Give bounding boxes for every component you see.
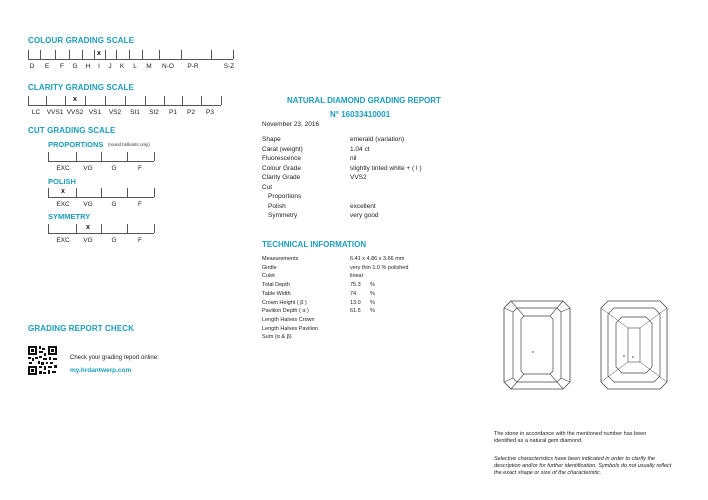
clarity-tick bbox=[46, 96, 47, 105]
clarity-tick bbox=[85, 96, 86, 105]
tech-row-label: Length Halves Crown bbox=[262, 316, 315, 323]
symmetry-tick bbox=[48, 224, 49, 233]
symmetry-tick bbox=[76, 224, 77, 233]
colour-tick bbox=[28, 50, 29, 59]
clarity-tick bbox=[105, 96, 106, 105]
proportions-grade-label: F bbox=[138, 165, 142, 172]
proportions-tick bbox=[76, 152, 77, 161]
field-clarity-label: Clarity Grade bbox=[262, 174, 301, 181]
grading-report-check-title: GRADING REPORT CHECK bbox=[28, 324, 135, 333]
tech-row-value: 61.5 bbox=[350, 308, 361, 315]
selective-note: Selective characteristics have been indicated in order to clarify the description and/or for further identification. Symbols do not usually reflect the exact shape or size of the characteristic. bbox=[494, 456, 672, 476]
tech-row-value: linear bbox=[350, 273, 364, 280]
colour-tick bbox=[105, 50, 106, 59]
colour-tick bbox=[129, 50, 130, 59]
clarity-selected-mark: x bbox=[73, 96, 77, 103]
tech-row-label: Measurements bbox=[262, 256, 299, 262]
polish-selected-mark: x bbox=[61, 188, 65, 195]
colour-grade-label: E bbox=[44, 63, 50, 70]
field-carat-label: Carat (weight) bbox=[262, 145, 303, 153]
clarity-tick bbox=[28, 96, 29, 105]
identified-note: The stone in accordance with the mentioned number has been identified as a natural gem diamond. bbox=[494, 431, 647, 444]
proportions-label: PROPORTIONS bbox=[48, 140, 104, 149]
clarity-scale-title: CLARITY GRADING SCALE bbox=[28, 83, 134, 92]
field-shape-value: emerald (variation) bbox=[350, 136, 405, 143]
clarity-tick bbox=[65, 96, 66, 105]
field-clarity-value: VVS2 bbox=[350, 174, 367, 181]
colour-grade-label: D bbox=[29, 63, 35, 70]
colour-tick bbox=[82, 50, 83, 59]
polish-label: POLISH bbox=[48, 177, 76, 186]
symmetry-grade-label: G bbox=[111, 237, 117, 244]
proportions-grade-label: EXC bbox=[56, 165, 70, 172]
tech-row-value: very thin 1.0 % polished bbox=[350, 264, 409, 271]
symmetry-label: SYMMETRY bbox=[48, 212, 91, 221]
report-fields bbox=[262, 136, 462, 226]
tech-row-label: Sum (α & β) bbox=[262, 334, 292, 341]
colour-grade-label: M bbox=[146, 63, 152, 70]
clarity-grade-label: P2 bbox=[187, 109, 195, 116]
tech-row-unit: % bbox=[370, 282, 375, 289]
polish-tick bbox=[76, 188, 77, 197]
field-carat-value: 1.04 ct bbox=[350, 145, 370, 153]
symmetry-tick bbox=[154, 224, 155, 233]
colour-grade-label: P-R bbox=[187, 63, 199, 70]
field-cut-label: Cut bbox=[262, 183, 273, 191]
colour-grade-label: J bbox=[108, 63, 112, 70]
report-number: N° 16033410001 bbox=[330, 110, 391, 119]
proportions-note: (round brilliants only) bbox=[108, 142, 150, 147]
polish-tick bbox=[127, 188, 128, 197]
colour-tick bbox=[116, 50, 117, 59]
colour-baseline bbox=[28, 59, 233, 60]
clarity-grade-label: VVS1 bbox=[46, 109, 64, 116]
field-polish-value: excellent bbox=[350, 202, 376, 210]
symmetry-baseline bbox=[48, 233, 154, 234]
tech-row-label: Culet bbox=[262, 273, 275, 280]
proportions-tick bbox=[101, 152, 102, 161]
clarity-baseline bbox=[28, 105, 221, 106]
colour-tick bbox=[233, 50, 234, 59]
clarity-grade-label: VS2 bbox=[108, 109, 122, 116]
colour-tick bbox=[40, 50, 41, 59]
check-online-link[interactable]: my.hrdantwerp.com bbox=[70, 367, 132, 374]
field-polish-label: Polish bbox=[268, 202, 286, 210]
colour-grade-label: I bbox=[98, 63, 100, 70]
symmetry-tick bbox=[127, 224, 128, 233]
tech-row-unit: % bbox=[370, 299, 375, 306]
tech-row-label: Length Halves Pavilion bbox=[262, 325, 318, 332]
colour-grade-label: H bbox=[85, 63, 91, 70]
colour-grade-label: L bbox=[133, 63, 137, 70]
colour-scale-title: COLOUR GRADING SCALE bbox=[28, 36, 134, 45]
clarity-tick bbox=[164, 96, 165, 105]
proportions-tick bbox=[154, 152, 155, 161]
technical-title: TECHNICAL INFORMATION bbox=[262, 240, 367, 249]
polish-tick bbox=[101, 188, 102, 197]
clarity-grade-label: SI1 bbox=[130, 109, 140, 116]
colour-tick bbox=[55, 50, 56, 59]
proportions-grade-label: VG bbox=[83, 165, 93, 172]
colour-selected-mark: x bbox=[97, 50, 101, 57]
colour-grading-scale bbox=[28, 50, 235, 75]
symmetry-selected-mark: x bbox=[86, 224, 90, 231]
proportions-baseline bbox=[48, 161, 154, 162]
colour-grade-label: G bbox=[72, 63, 78, 70]
clarity-grade-label: VS1 bbox=[88, 109, 102, 116]
report-date: November 23, 2016 bbox=[262, 121, 320, 128]
polish-grade-label: G bbox=[111, 201, 117, 208]
colour-grade-label: F bbox=[60, 63, 64, 70]
colour-tick bbox=[94, 50, 95, 59]
field-fluorescence-label: Fluorescence bbox=[262, 155, 302, 162]
tech-row-label: Crown Height ( β ) bbox=[262, 299, 307, 306]
tech-row-label: Total Depth bbox=[262, 282, 290, 289]
tech-row-label: Girdle bbox=[262, 264, 277, 271]
tech-row-value: 75.3 bbox=[350, 282, 361, 289]
field-fluorescence-value: nil bbox=[350, 155, 357, 162]
clarity-tick bbox=[182, 96, 183, 105]
colour-grade-label: N-O bbox=[162, 63, 174, 70]
emerald-crown-plot bbox=[503, 300, 571, 390]
clarity-grade-label: P1 bbox=[169, 109, 177, 116]
clarity-tick bbox=[145, 96, 146, 105]
field-shape-label: Shape bbox=[262, 136, 281, 143]
proportions-scale bbox=[48, 152, 163, 177]
report-title: NATURAL DIAMOND GRADING REPORT bbox=[287, 96, 441, 105]
polish-baseline bbox=[48, 197, 154, 198]
symmetry-grade-label: VG bbox=[83, 237, 93, 244]
clarity-grade-label: P3 bbox=[206, 109, 214, 116]
tech-row-value: 74 bbox=[350, 290, 357, 297]
tech-row-value: 13.0 bbox=[350, 299, 361, 306]
polish-scale bbox=[48, 188, 163, 213]
tech-row-unit: % bbox=[370, 290, 375, 297]
field-colour-label: Colour Grade bbox=[262, 164, 302, 172]
colour-tick bbox=[211, 50, 212, 59]
proportions-grade-label: G bbox=[111, 165, 117, 172]
field-symmetry-value: very good bbox=[350, 212, 379, 219]
clarity-tick bbox=[201, 96, 202, 105]
emerald-pavilion-plot bbox=[600, 300, 668, 390]
tech-row-value: 6.41 x 4.86 x 3.66 mm bbox=[350, 256, 405, 262]
colour-tick bbox=[69, 50, 70, 59]
tech-row-label: Table Width bbox=[262, 290, 291, 297]
cut-scale-title: CUT GRADING SCALE bbox=[28, 126, 116, 135]
colour-grade-label: K bbox=[119, 63, 125, 70]
tech-row-unit: % bbox=[370, 308, 375, 315]
clarity-grade-label: VVS2 bbox=[66, 109, 84, 116]
symmetry-tick bbox=[101, 224, 102, 233]
symmetry-scale bbox=[48, 224, 163, 249]
symmetry-grade-label: EXC bbox=[56, 237, 70, 244]
colour-tick bbox=[181, 50, 182, 59]
colour-grade-label: S-Z bbox=[223, 63, 235, 70]
proportions-tick bbox=[127, 152, 128, 161]
proportions-tick bbox=[48, 152, 49, 161]
clarity-tick bbox=[221, 96, 222, 105]
field-symmetry-label: Symmetry bbox=[268, 212, 298, 219]
field-proportions-label: Proportions bbox=[268, 193, 302, 200]
field-colour-value: slightly tinted white + ( I ) bbox=[350, 164, 422, 172]
clarity-tick bbox=[125, 96, 126, 105]
colour-tick bbox=[142, 50, 143, 59]
symmetry-grade-label: F bbox=[138, 237, 142, 244]
polish-grade-label: F bbox=[138, 201, 142, 208]
tech-row-label: Pavilion Depth ( α ) bbox=[262, 308, 309, 315]
clarity-grading-scale bbox=[28, 96, 223, 121]
polish-tick bbox=[154, 188, 155, 197]
colour-tick bbox=[159, 50, 160, 59]
clarity-grade-label: SI2 bbox=[149, 109, 159, 116]
technical-rows bbox=[262, 256, 462, 346]
clarity-grade-label: LC bbox=[31, 109, 41, 116]
qr-code-icon[interactable] bbox=[27, 345, 58, 376]
polish-grade-label: EXC bbox=[56, 201, 70, 208]
check-online-text: Check your grading report online: bbox=[70, 355, 159, 361]
polish-tick bbox=[48, 188, 49, 197]
polish-grade-label: VG bbox=[83, 201, 93, 208]
